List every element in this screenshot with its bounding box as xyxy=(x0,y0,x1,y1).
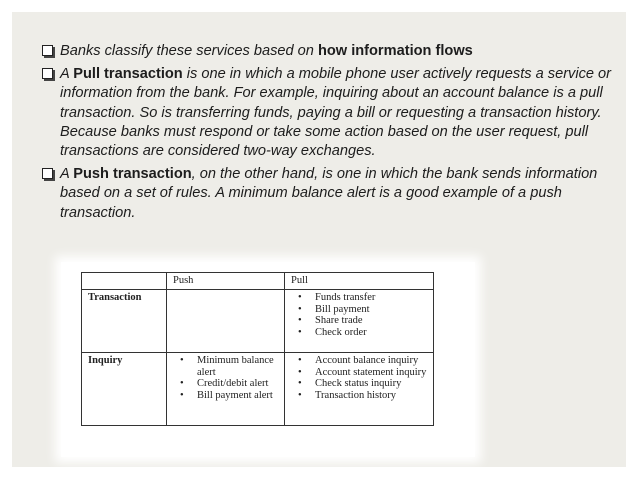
table-row xyxy=(82,290,434,353)
list-item: • Check order xyxy=(291,327,427,339)
row-label-transaction: Transaction xyxy=(82,290,167,353)
row-label-inquiry: Inquiry xyxy=(82,353,167,426)
list-item: • Funds transfer xyxy=(291,292,427,304)
table-header-push: Push xyxy=(167,273,285,290)
checkbox-bullet-icon xyxy=(42,45,53,56)
cell-transaction-pull xyxy=(285,290,434,353)
checkbox-bullet-icon xyxy=(42,168,53,179)
bullet-bold-text: Pull transaction xyxy=(73,66,183,83)
slide xyxy=(12,12,626,467)
bullet-item xyxy=(42,165,612,223)
checkbox-bullet-icon xyxy=(42,68,53,79)
list-item: • Share trade xyxy=(291,315,427,327)
list-item: • Minimum balance alert xyxy=(173,355,278,378)
bullet-text: A xyxy=(60,66,74,83)
bullet-text: A xyxy=(60,166,74,183)
cell-inquiry-pull xyxy=(285,353,434,426)
bullet-text: Banks classify these services based on xyxy=(60,43,318,59)
list-item: • Transaction history xyxy=(291,390,427,402)
bullet-item xyxy=(42,42,612,61)
bullet-bold-text: Push transaction xyxy=(73,166,192,183)
push-pull-table xyxy=(81,272,434,426)
bullet-bold-text: how information flows xyxy=(317,43,473,59)
bullet-list xyxy=(42,42,612,227)
bullet-text-tail: is one in which a mobile phone user actively requests a service or information from the bank. For example, inquiring about an account balance is a pull transaction. So is transferring funds, paying a bill or requesting a transaction history. Because banks must respond or take some action based on the user request, pull transactions are considered two-way exchanges. xyxy=(60,66,612,160)
cell-transaction-push xyxy=(167,290,285,353)
list-item: • Bill payment alert xyxy=(173,390,278,402)
list-item: • Account balance inquiry xyxy=(291,355,427,367)
bullet-item xyxy=(42,65,612,161)
cell-inquiry-push xyxy=(167,353,285,426)
table-image xyxy=(61,262,475,457)
list-item: • Bill payment xyxy=(291,304,427,316)
table-row xyxy=(82,353,434,426)
list-item: • Account statement inquiry xyxy=(291,367,427,379)
bullet-text-tail: , on the other hand, is one in which the bank sends information based on a set of rules. A minimum balance alert is a good example of a push transaction. xyxy=(60,166,598,221)
table-header-row xyxy=(82,273,434,290)
table-header-corner xyxy=(82,273,167,290)
list-item: • Check status inquiry xyxy=(291,378,427,390)
list-item: • Credit/debit alert xyxy=(173,378,278,390)
table-header-pull: Pull xyxy=(285,273,434,290)
